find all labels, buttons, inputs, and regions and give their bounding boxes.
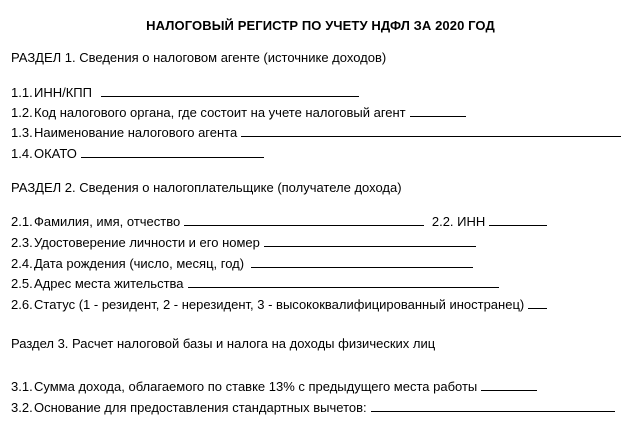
field-2-3 <box>11 234 476 250</box>
field-2-2-input-line[interactable] <box>489 213 547 226</box>
field-1-4-number: 1.4. <box>11 146 33 161</box>
field-1-1-number: 1.1. <box>11 85 33 100</box>
field-3-2-label: Основание для предоставления стандартных вычетов: <box>34 400 367 415</box>
field-3-1 <box>11 378 537 394</box>
field-2-5-input-line[interactable] <box>188 275 499 288</box>
field-2-6 <box>11 296 547 312</box>
field-2-5-label: Адрес места жительства <box>34 276 184 291</box>
field-2-6-number: 2.6. <box>11 297 33 312</box>
field-1-2-label: Код налогового органа, где состоит на учете налоговый агент <box>34 105 406 120</box>
field-1-1 <box>11 84 359 100</box>
field-1-4-label: ОКАТО <box>34 146 77 161</box>
field-2-2-label: 2.2. ИНН <box>431 214 486 229</box>
field-3-1-number: 3.1. <box>11 379 33 394</box>
field-3-1-label: Сумма дохода, облагаемого по ставке 13% с предыдущего места работы <box>34 379 478 394</box>
section3-heading: Раздел 3. Расчет налоговой базы и налога на доходы физических лиц <box>11 336 436 351</box>
field-1-1-label: ИНН/КПП <box>34 85 92 100</box>
field-2-5 <box>11 275 499 291</box>
field-3-1-input-line[interactable] <box>481 378 537 391</box>
field-2-4 <box>11 255 473 271</box>
field-2-6-input-line[interactable] <box>528 296 547 309</box>
field-3-2-input-line[interactable] <box>371 399 615 412</box>
field-3-2-number: 3.2. <box>11 400 33 415</box>
field-1-3-label: Наименование налогового агента <box>34 125 238 140</box>
field-1-2 <box>11 104 466 120</box>
document-title: НАЛОГОВЫЙ РЕГИСТР ПО УЧЕТУ НДФЛ ЗА 2020 ГОД <box>146 18 495 33</box>
field-1-4 <box>11 145 264 161</box>
field-2-1-label: Фамилия, имя, отчество <box>34 214 181 229</box>
field-1-3 <box>11 124 621 140</box>
field-2-1 <box>11 213 547 229</box>
field-1-3-number: 1.3. <box>11 125 33 140</box>
section2-heading: РАЗДЕЛ 2. Сведения о налогоплательщике (получателе дохода) <box>11 180 402 195</box>
field-2-3-number: 2.3. <box>11 235 33 250</box>
field-2-4-input-line[interactable] <box>251 255 473 268</box>
field-1-1-input-line[interactable] <box>101 84 359 97</box>
field-2-3-input-line[interactable] <box>264 234 476 247</box>
field-2-5-number: 2.5. <box>11 276 33 291</box>
field-2-1-number: 2.1. <box>11 214 33 229</box>
field-1-2-input-line[interactable] <box>410 104 466 117</box>
field-2-3-label: Удостоверение личности и его номер <box>34 235 260 250</box>
field-2-6-label: Статус (1 - резидент, 2 - нерезидент, 3 - высококвалифицированный иностранец) <box>34 297 525 312</box>
field-2-1-input-line[interactable] <box>184 213 424 226</box>
field-3-2 <box>11 399 615 415</box>
field-1-2-number: 1.2. <box>11 105 33 120</box>
field-2-4-label: Дата рождения (число, месяц, год) <box>34 256 245 271</box>
section1-heading: РАЗДЕЛ 1. Сведения о налоговом агенте (источнике доходов) <box>11 50 387 65</box>
field-2-4-number: 2.4. <box>11 256 33 271</box>
field-1-4-input-line[interactable] <box>81 145 264 158</box>
field-1-3-input-line[interactable] <box>241 124 621 137</box>
